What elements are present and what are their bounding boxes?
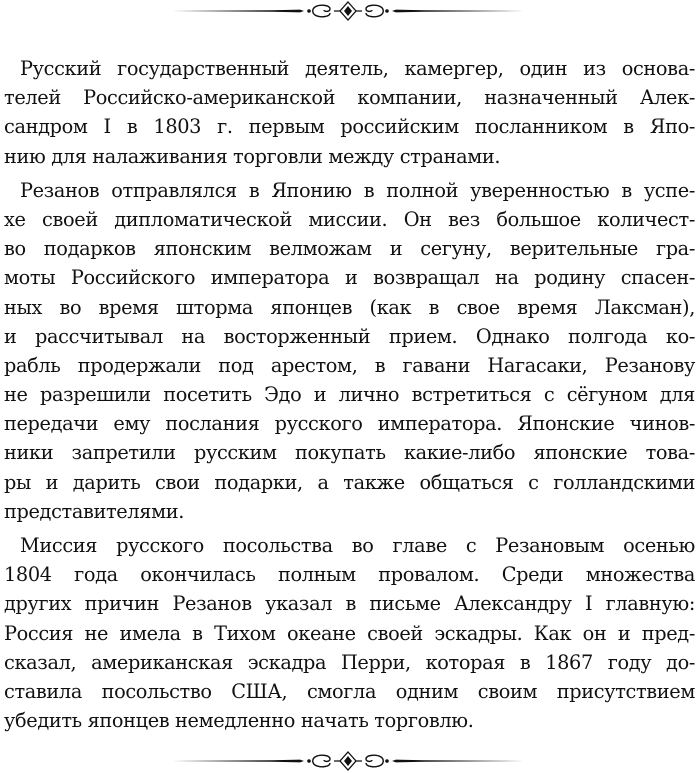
paragraph-1: [4, 54, 695, 171]
text-line: телей Российско-американской компании, назначенный Алек-: [4, 86, 695, 110]
text-line: во подарков японским велможам и сегуну, верительные гра-: [4, 237, 695, 261]
text-line: ники запретили русским покупать какие-либо японские това-: [4, 441, 695, 465]
paragraph-3: [4, 531, 695, 735]
text-line: убедить японцев немедленно начать торговлю.: [4, 709, 474, 733]
text-line: Резанов отправлялся в Японию в полной уверенностью в успе-: [20, 178, 695, 202]
text-line: представителями.: [4, 499, 185, 523]
text-line: других причин Резанов указал в письме Александру I главную:: [4, 592, 695, 616]
text-line: Русский государственный деятель, камергер, один из основа-: [20, 57, 695, 80]
text-line: и рассчитывал на восторженный прием. Однако полгода ко-: [4, 324, 695, 348]
text-line: сказал, американская эскадра Перри, которая в 1867 году до-: [4, 650, 695, 674]
text-line: рабль продержали под арестом, в гавани Нагасаки, Резанову: [4, 353, 695, 377]
text-line: моты Российского императора и возвращал на родину спасен-: [4, 266, 695, 290]
text-line: сандром I в 1803 г. первым российским посланником в Япо-: [4, 115, 695, 139]
text-line: не разрешили посетить Эдо и лично встретиться с сёгуном для: [4, 383, 695, 407]
text-line: нию для налаживания торговли между странами.: [4, 144, 501, 168]
text-line: Миссия русского посольства во главе с Резановым осенью: [20, 534, 695, 557]
paragraph-2: [4, 176, 695, 526]
text-line: хе своей дипломатической миссии. Он вез большое количест-: [4, 207, 695, 231]
fleuron-divider-icon: [172, 1, 524, 21]
article-body: [4, 54, 695, 740]
text-line: ры и дарить свои подарки, а также общаться с голландскими: [4, 470, 695, 494]
text-line: передачи ему послания русского императора. Японские чинов-: [4, 412, 695, 436]
fleuron-divider-icon: [172, 751, 524, 771]
text-line: ставила посольство США, смогла одним своим присутствием: [4, 679, 695, 703]
text-line: ных во время шторма японцев (как в свое время Лаксман),: [4, 295, 695, 319]
text-line: Россия не имела в Тихом океане своей эскадры. Как он и пред-: [4, 621, 695, 645]
text-line: 1804 года окончилась полным провалом. Среди множества: [4, 563, 695, 587]
